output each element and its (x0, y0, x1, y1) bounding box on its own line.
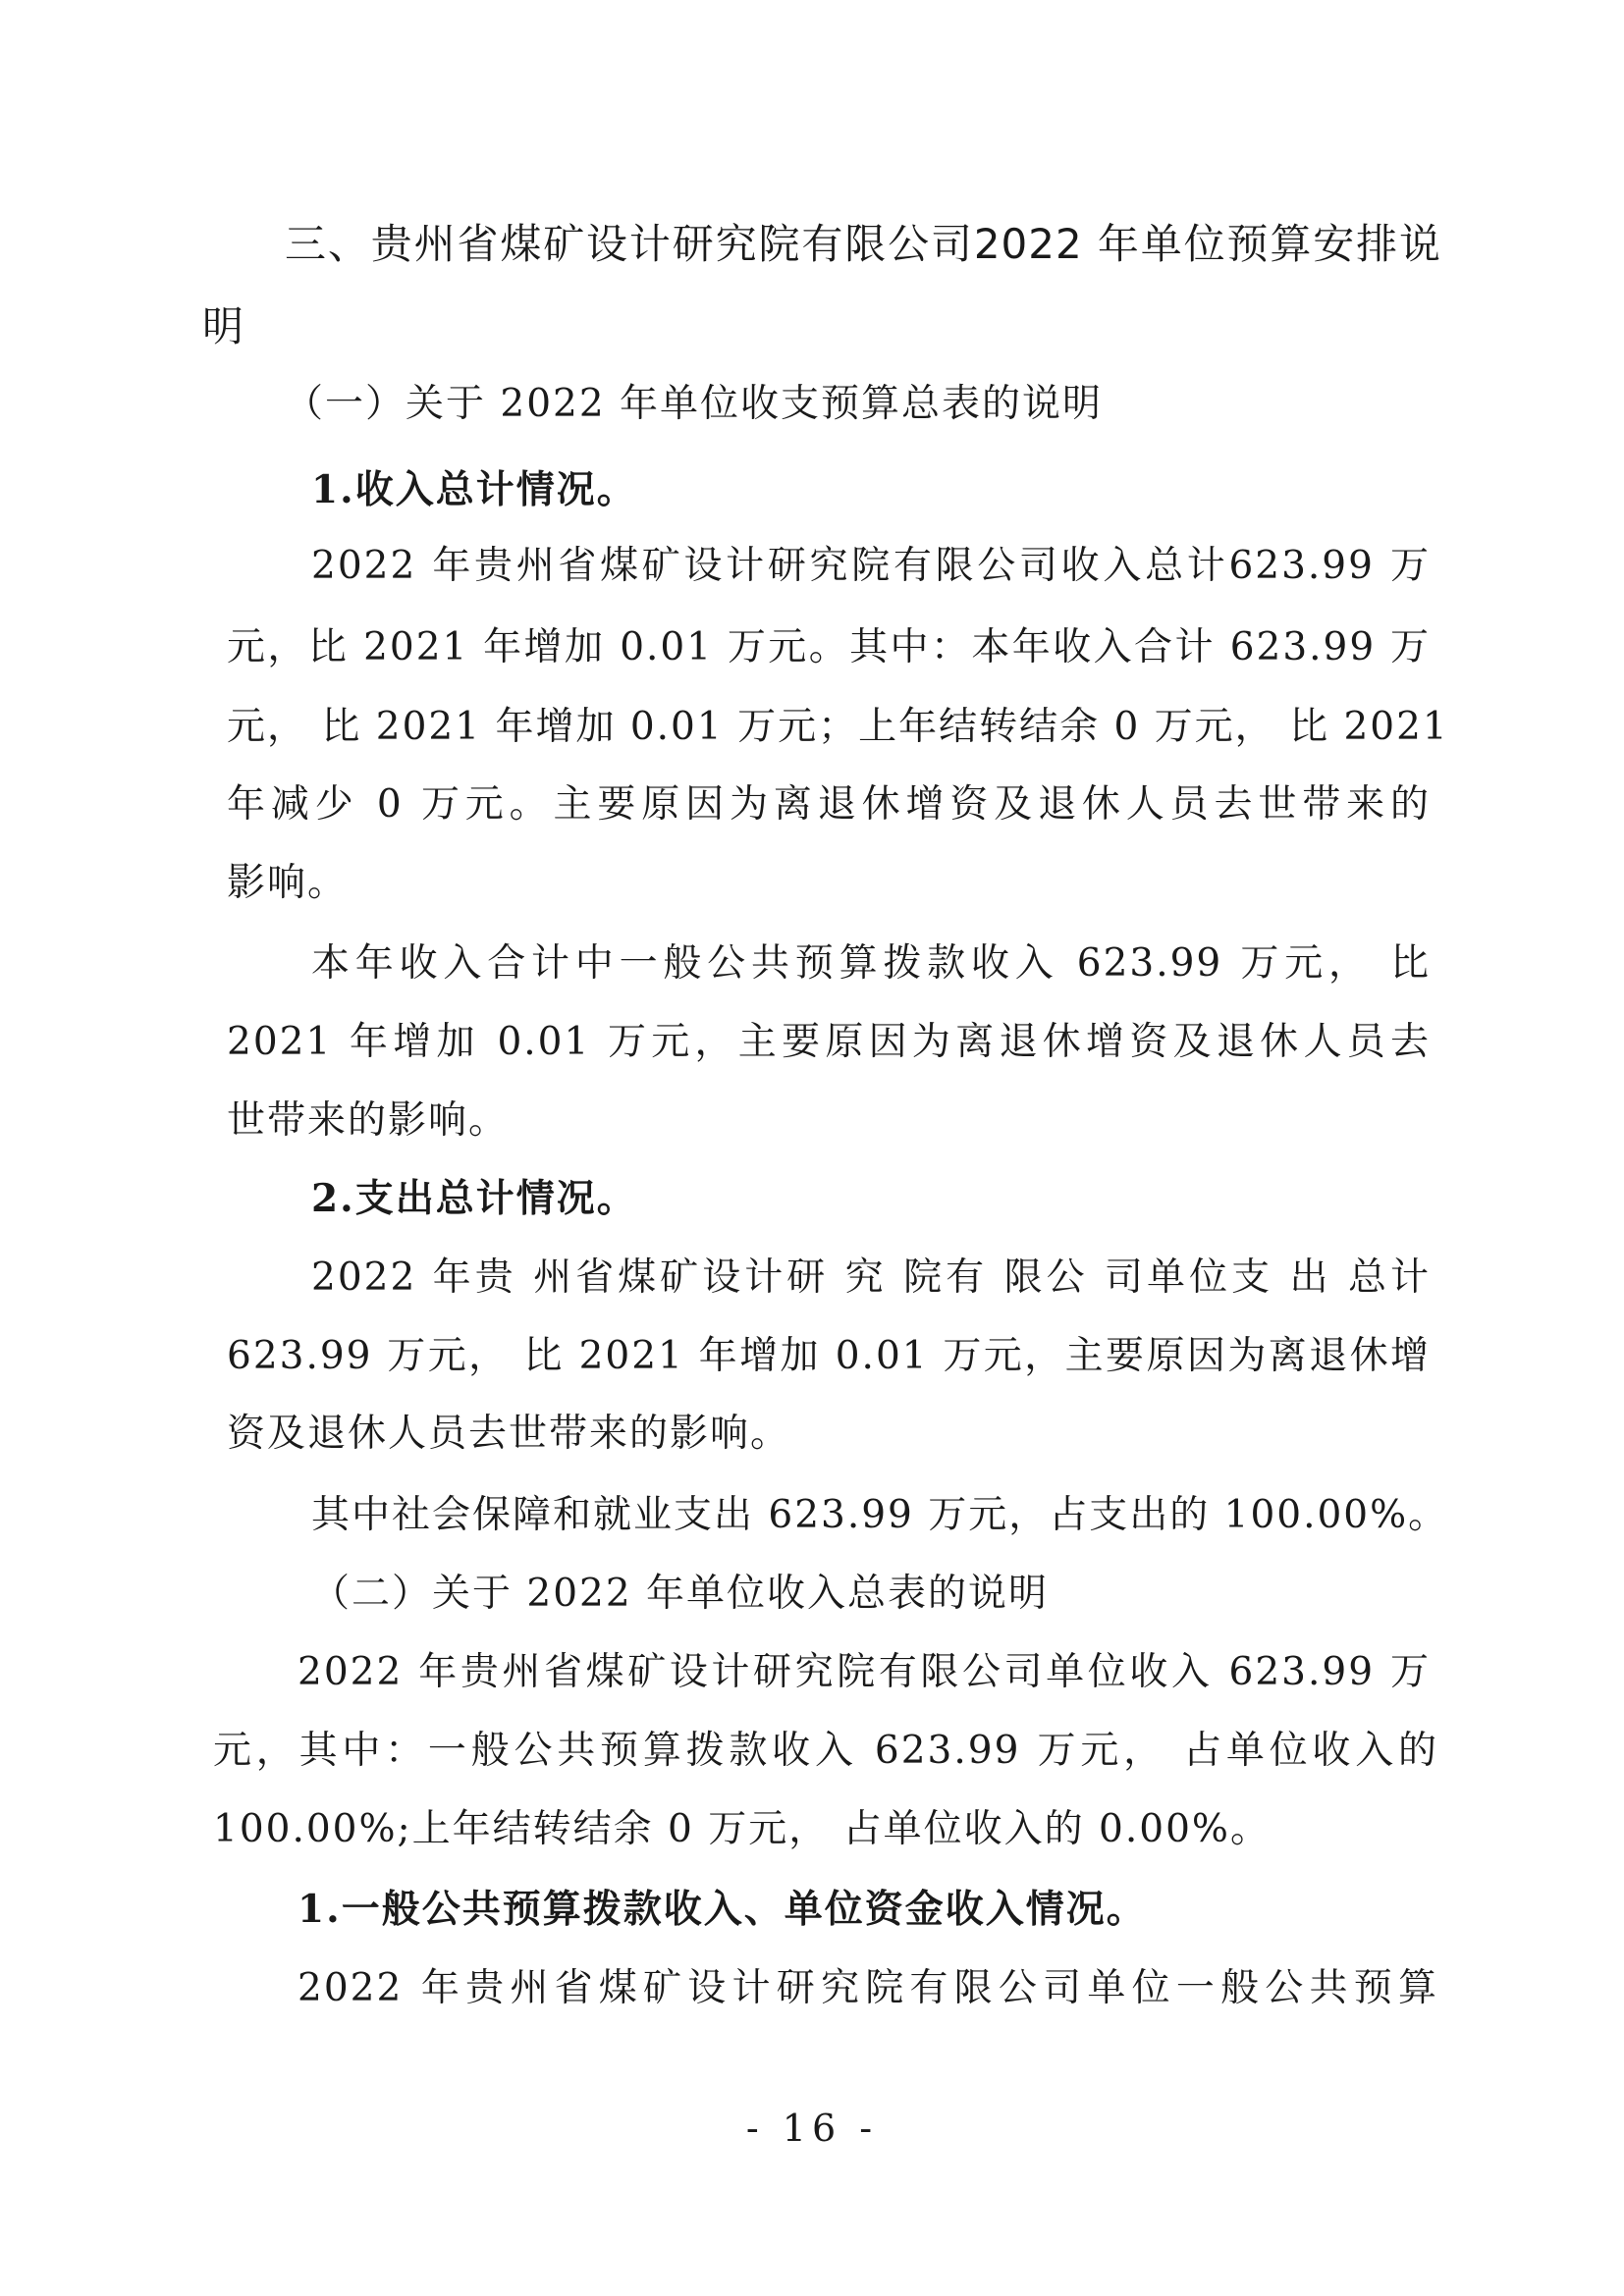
paragraph-3-line-1: 2022 年贵 州省煤矿设计研 究 院有 限公 司单位支 出 总计 (311, 1255, 1431, 1300)
paragraph-1-line-5: 影响。 (227, 861, 349, 905)
page-number: - 16 - (745, 2107, 879, 2150)
paragraph-1-line-1: 2022 年贵州省煤矿设计研究院有限公司收入总计623.99 万 (311, 544, 1431, 588)
item-title-general-budget-income: 1.一般公共预算拨款收入、单位资金收入情况。 (298, 1887, 1147, 1932)
paragraph-4-line-1: 其中社会保障和就业支出 623.99 万元，占支出的 100.00%。 (311, 1493, 1449, 1537)
paragraph-2-line-1: 本年收入合计中一般公共预算拨款收入 623.99 万元， 比 (311, 941, 1431, 986)
paragraph-6-line-1: 2022 年贵州省煤矿设计研究院有限公司单位一般公共预算 (298, 1966, 1438, 2010)
paragraph-5-line-2: 元，其中：一般公共预算拨款收入 623.99 万元， 占单位收入的 (213, 1729, 1438, 1773)
paragraph-3-line-3: 资及退休人员去世带来的影响。 (227, 1412, 791, 1456)
subsection-title-2: （二）关于 2022 年单位收入总表的说明 (311, 1572, 1050, 1616)
paragraph-1-line-2: 元，比 2021 年增加 0.01 万元。其中：本年收入合计 623.99 万 (227, 625, 1431, 669)
item-title-expenditure-total: 2.支出总计情况。 (311, 1176, 637, 1221)
subsection-title-1: （一）关于 2022 年单位收支预算总表的说明 (285, 382, 1104, 426)
section-heading-line-2: 明 (202, 302, 245, 350)
paragraph-5-line-3: 100.00%;上年结转结余 0 万元， 占单位收入的 0.00%。 (213, 1807, 1271, 1851)
paragraph-2-line-2: 2021 年增加 0.01 万元，主要原因为离退休增资及退休人员去 (227, 1020, 1431, 1064)
section-heading-line-1: 三、贵州省煤矿设计研究院有限公司2022 年单位预算安排说 (285, 220, 1441, 268)
paragraph-2-line-3: 世带来的影响。 (227, 1098, 510, 1143)
paragraph-1-line-4: 年减少 0 万元。主要原因为离退休增资及退休人员去世带来的 (227, 782, 1431, 827)
item-title-income-total: 1.收入总计情况。 (311, 467, 637, 512)
paragraph-5-line-1: 2022 年贵州省煤矿设计研究院有限公司单位收入 623.99 万 (298, 1650, 1431, 1694)
paragraph-1-line-3: 元， 比 2021 年增加 0.01 万元；上年结转结余 0 万元， 比 2021 (227, 705, 1449, 749)
paragraph-3-line-2: 623.99 万元， 比 2021 年增加 0.01 万元，主要原因为离退休增 (227, 1334, 1431, 1378)
